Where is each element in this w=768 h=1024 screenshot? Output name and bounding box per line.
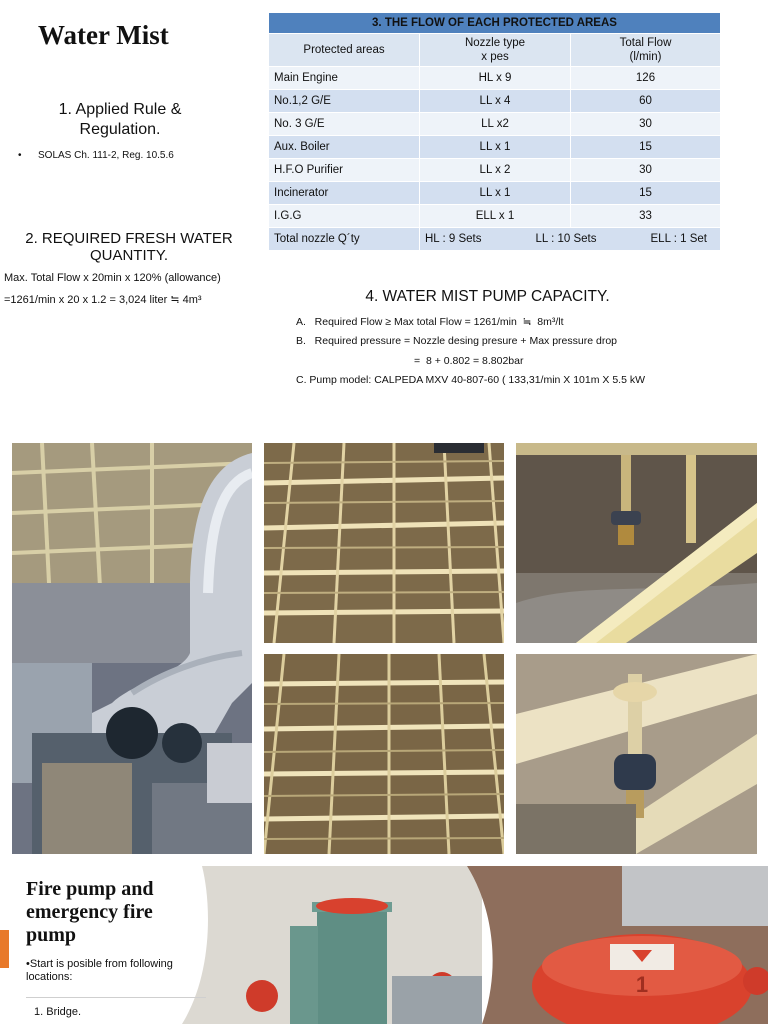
- nozzle-cell: HL x 9: [420, 67, 571, 90]
- table-row: [269, 90, 721, 113]
- pump-capacity-b-result: = 8 + 0.802 = 8.802bar: [414, 355, 524, 367]
- table-row: [269, 67, 721, 90]
- pump-capacity-c: C. Pump model: CALPEDA MXV 40-807-60 ( 133,31/min X 101m X 5.5 kW: [296, 374, 645, 386]
- area-cell: No. 3 G/E: [269, 113, 420, 136]
- divider: [26, 997, 206, 998]
- engine-room-photo: [12, 443, 252, 854]
- page-title: Water Mist: [38, 20, 169, 50]
- area-cell: Main Engine: [269, 67, 420, 90]
- fresh-water-formula-1: Max. Total Flow x 20min x 120% (allowance): [4, 272, 221, 284]
- ceiling-pipes-photo-2: [264, 654, 504, 854]
- ceiling-pipes-image-2: [264, 654, 504, 854]
- fire-pump-title: Fire pump and emergency fire pump: [26, 878, 154, 946]
- nozzle-cell: LL x 4: [420, 90, 571, 113]
- flow-cell: 15: [571, 182, 721, 205]
- total-values-cell: [420, 228, 721, 251]
- flow-cell: 15: [571, 136, 721, 159]
- mist-nozzle-image-2: [516, 654, 757, 854]
- flow-cell: 126: [571, 67, 721, 90]
- mist-nozzle-image-1: [516, 443, 757, 643]
- applied-rule-text: SOLAS Ch. 111-2, Reg. 10.5.6: [38, 150, 174, 161]
- area-cell: No.1,2 G/E: [269, 90, 420, 113]
- area-cell: Aux. Boiler: [269, 136, 420, 159]
- flow-cell: 30: [571, 113, 721, 136]
- area-cell: H.F.O Purifier: [269, 159, 420, 182]
- table-row: [269, 136, 721, 159]
- flow-table: [268, 12, 721, 251]
- nozzle-cell: LL x2: [420, 113, 571, 136]
- header-total-flow: [571, 34, 721, 67]
- fresh-water-heading: 2. REQUIRED FRESH WATER QUANTITY.: [25, 230, 233, 264]
- total-hl: HL : 9 Sets: [425, 233, 482, 245]
- header-protected-areas: Protected areas: [269, 34, 420, 67]
- mist-nozzle-photo-1: [516, 443, 757, 643]
- nozzle-cell: LL x 1: [420, 182, 571, 205]
- ceiling-pipes-image-1: [264, 443, 504, 643]
- table-row: [269, 159, 721, 182]
- applied-rule-bullet: [18, 150, 174, 161]
- total-ell: ELL : 1 Set: [650, 233, 707, 245]
- flow-table-header-row: [269, 34, 721, 67]
- total-ll: LL : 10 Sets: [535, 233, 597, 245]
- table-row: [269, 113, 721, 136]
- accent-tab: [0, 930, 9, 968]
- pump-capacity-heading: 4. WATER MIST PUMP CAPACITY.: [365, 288, 610, 305]
- bullet-icon: •: [18, 150, 22, 161]
- flow-cell: 33: [571, 205, 721, 228]
- nozzle-cell: ELL x 1: [420, 205, 571, 228]
- header-nozzle-type: [420, 34, 571, 67]
- engine-room-image: [12, 443, 252, 854]
- fresh-water-formula-2: =1261/min x 20 x 1.2 = 3,024 liter ≒ 4m³: [4, 294, 202, 306]
- total-label-cell: Total nozzle Q´ty: [269, 228, 420, 251]
- flow-table-caption: 3. THE FLOW OF EACH PROTECTED AREAS: [269, 13, 721, 34]
- fire-pump-location-1: 1. Bridge.: [34, 1006, 82, 1018]
- applied-rule-heading: 1. Applied Rule & Regulation.: [58, 101, 182, 138]
- ceiling-pipes-photo-1: [264, 443, 504, 643]
- table-row: [269, 205, 721, 228]
- header-total-flow-text: Total Flow (l/min): [619, 37, 672, 63]
- nozzle-cell: LL x 1: [420, 136, 571, 159]
- nozzle-cell: LL x 2: [420, 159, 571, 182]
- flow-cell: 30: [571, 159, 721, 182]
- flow-cell: 60: [571, 90, 721, 113]
- area-cell: Incinerator: [269, 182, 420, 205]
- header-nozzle-type-text: Nozzle type x pes: [464, 37, 526, 63]
- pump-marking-text: 1: [635, 972, 649, 997]
- pump-capacity-a: A. Required Flow ≥ Max total Flow = 1261/min ≒ 8m³/lt: [296, 316, 564, 328]
- table-row: [269, 182, 721, 205]
- mist-nozzle-photo-2: [516, 654, 757, 854]
- table-total-row: [269, 228, 721, 251]
- fire-pump-note: •Start is posible from following locations:: [26, 958, 173, 983]
- pump-capacity-b: B. Required pressure = Nozzle desing presure + Max pressure drop: [296, 335, 617, 347]
- area-cell: I.G.G: [269, 205, 420, 228]
